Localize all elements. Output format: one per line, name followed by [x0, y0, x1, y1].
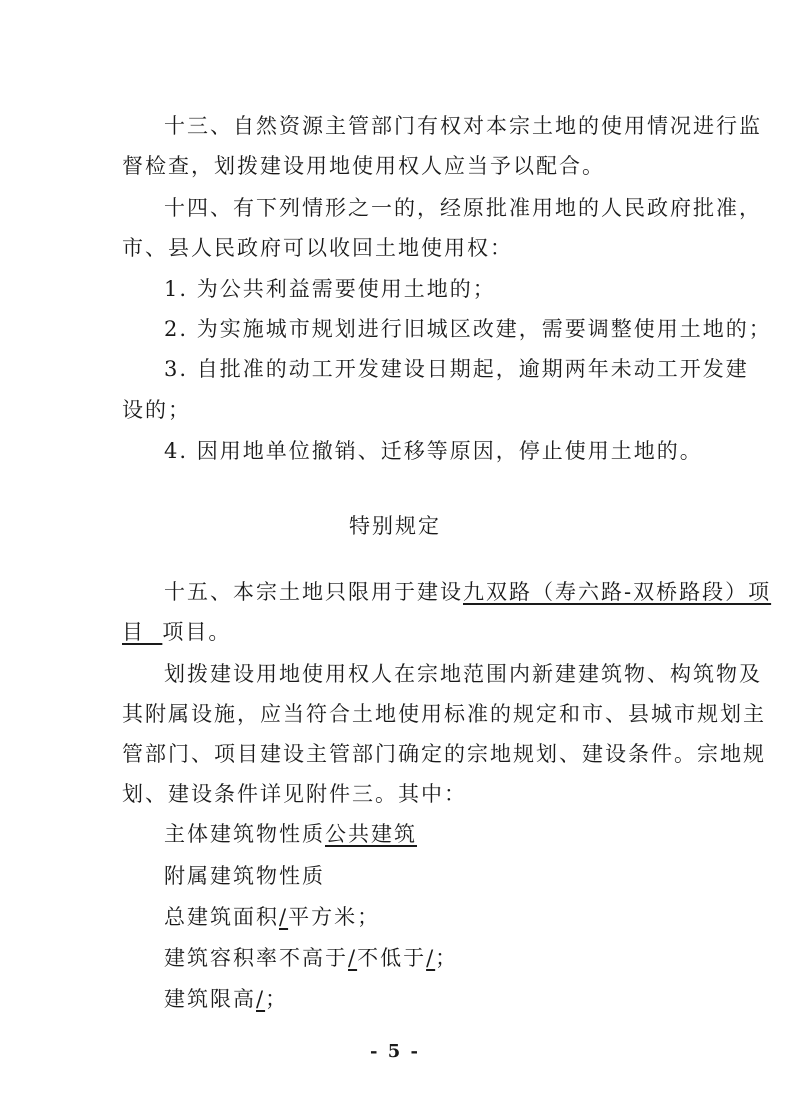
project-name-part1: 九双路（寿六路-双桥路段）项: [463, 580, 772, 604]
rights-line3: 管部门、项目建设主管部门确定的宗地规划、建设条件。宗地规: [122, 742, 766, 766]
far-max-value: /: [348, 946, 358, 970]
item-4: 4. 因用地单位撤销、迁移等原因，停止使用土地的。: [164, 439, 703, 463]
far-row: [164, 944, 458, 972]
total-area-row: [164, 903, 380, 931]
section-title: 特别规定: [349, 514, 441, 538]
aux-nature-row: [164, 862, 325, 890]
para13-line1: 十三、自然资源主管部门有权对本宗土地的使用情况进行监: [164, 114, 762, 138]
height-row: [164, 985, 288, 1013]
far-mid: 不低于: [357, 946, 427, 970]
total-area-value: /: [279, 905, 289, 929]
project-name-part2: 目: [122, 620, 145, 644]
total-area-unit: 平方米；: [288, 905, 381, 929]
para13-line2: 督检查，划拨建设用地使用权人应当予以配合。: [122, 154, 605, 178]
item-3-line2: 设的；: [122, 398, 191, 422]
item-3-line1: 3. 自批准的动工开发建设日期起，逾期两年未动工开发建: [164, 357, 749, 381]
aux-nature-label: 附属建筑物性质: [164, 864, 325, 888]
para15-suffix: 项目。: [162, 620, 232, 644]
main-nature-row: [164, 820, 417, 848]
far-label: 建筑容积率不高于: [164, 946, 348, 970]
height-end: ；: [265, 987, 289, 1011]
height-value: /: [256, 987, 266, 1011]
rights-line1: 划拨建设用地使用权人在宗地范围内新建建筑物、构筑物及: [164, 662, 762, 686]
far-end: ；: [435, 946, 459, 970]
main-nature-value: 公共建筑: [325, 822, 417, 846]
rights-line2: 其附属设施，应当符合土地使用标准的规定和市、县城市规划主: [122, 702, 766, 726]
para14-line2: 市、县人民政府可以收回土地使用权：: [122, 236, 513, 260]
item-1: 1. 为公共利益需要使用土地的；: [164, 277, 496, 301]
item-2: 2. 为实施城市规划进行旧城区改建，需要调整使用土地的；: [164, 317, 772, 341]
para15-line2: [122, 618, 231, 646]
para15-line1: [164, 578, 771, 606]
para15-prefix: 十五、本宗土地只限用于建设: [164, 580, 463, 604]
main-nature-label: 主体建筑物性质: [164, 822, 325, 846]
rights-line4: 划、建设条件详见附件三。其中：: [122, 782, 467, 806]
height-label: 建筑限高: [164, 987, 256, 1011]
page-number: - 5 -: [370, 1041, 420, 1062]
para14-line1: 十四、有下列情形之一的，经原批准用地的人民政府批准，: [164, 196, 762, 220]
far-min-value: /: [426, 946, 436, 970]
total-area-label: 总建筑面积: [164, 905, 279, 929]
